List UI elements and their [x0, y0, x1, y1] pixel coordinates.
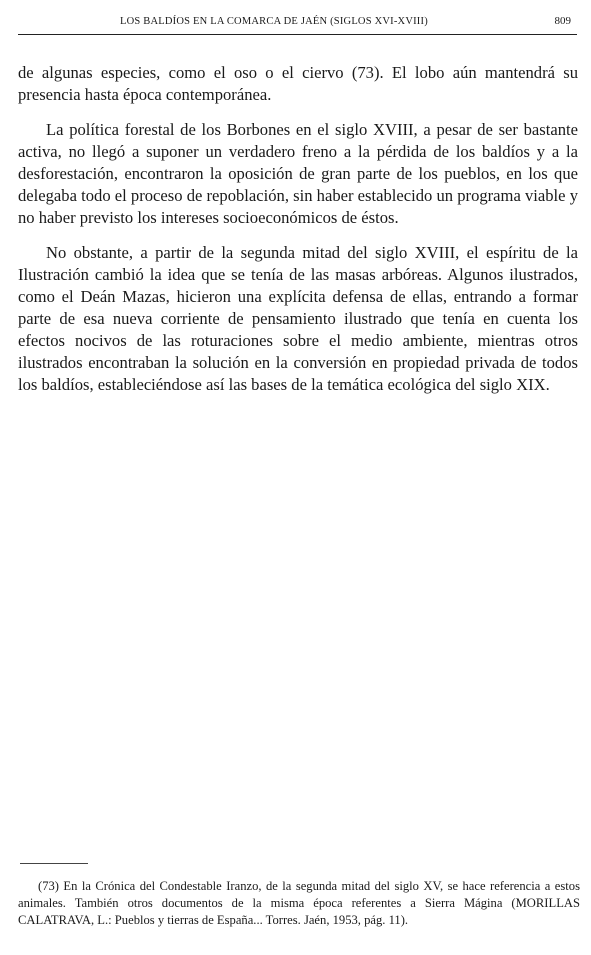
- paragraph-continuation: de algunas especies, como el oso o el ciervo (73). El lobo aún mantendrá su presencia hasta época contemporánea.: [18, 63, 578, 104]
- page-number: 809: [554, 15, 571, 27]
- body-text: [18, 62, 578, 409]
- footnote-73: (73) En la Crónica del Condestable Iranzo, de la segunda mitad del siglo XV, se hace referencia a estos animales. También otros documentos de la misma época referentes a Sierra Mágina (MORILLAS CALATRAVA, L.: Pueblos y tierras de España... Torres. Jaén, 1953, pág. 11).: [18, 879, 580, 927]
- paragraph-bourbon-forest-policy: La política forestal de los Borbones en el siglo XVIII, a pesar de ser bastante activa, no llegó a suponer un verdadero freno a la pérdida de los baldíos y a la desforestación, encontraron la oposición de gran parte de los pueblos, en los que delegaba todo el proceso de repoblación, sin haber establecido un programa viable y no haber previsto los intereses socioeconómicos de éstos.: [18, 120, 578, 227]
- running-head: LOS BALDÍOS EN LA COMARCA DE JAÉN (SIGLOS XVI-XVIII): [120, 16, 428, 27]
- footnote-rule: [20, 863, 88, 864]
- page-header: [18, 10, 577, 35]
- paragraph-enlightenment: No obstante, a partir de la segunda mitad del siglo XVIII, el espíritu de la Ilustración cambió la idea que se tenía de las masas arbóreas. Algunos ilustrados, como el Deán Mazas, hicieron una explícita defensa de ellas, entrando a formar parte de esa nueva corriente de pensamiento ilustrado que tenía en cuenta los efectos nocivos de las roturaciones sobre el medio ambiente, mientras otros ilustrados encontraban la solución en la conversión en propiedad privada de todos los baldíos, estableciéndose así las bases de la temática ecológica del siglo XIX.: [18, 243, 578, 394]
